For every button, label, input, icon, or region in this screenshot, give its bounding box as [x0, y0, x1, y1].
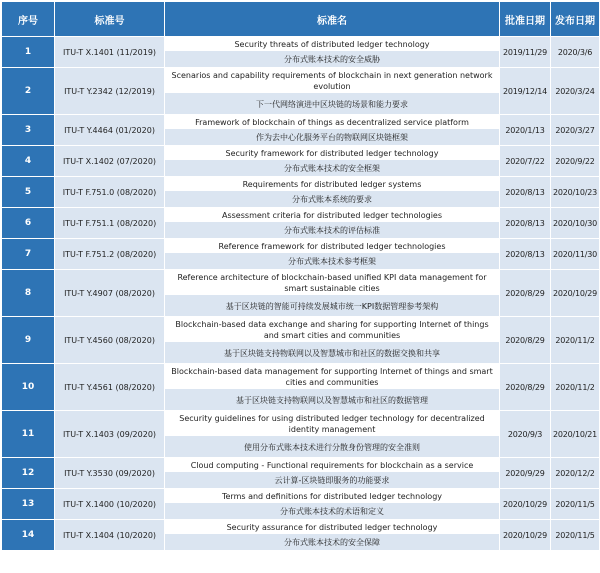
row-standard-no: ITU-T Y.2342 (12/2019) — [55, 68, 165, 115]
name-chinese: 分布式账本技术的安全保障 — [165, 535, 499, 550]
header-approval-date: 批准日期 — [500, 2, 551, 37]
row-standard-no: ITU-T F.751.0 (08/2020) — [55, 177, 165, 208]
row-publish-date: 2020/12/2 — [551, 458, 600, 489]
row-approval-date: 2020/8/13 — [500, 239, 551, 270]
name-english: Framework of blockchain of things as decentralized service platform — [165, 115, 499, 130]
row-standard-no: ITU-T X.1400 (10/2020) — [55, 489, 165, 520]
row-standard-name — [165, 37, 500, 68]
table-row — [2, 115, 600, 146]
table-row — [2, 239, 600, 270]
row-publish-date: 2020/10/21 — [551, 411, 600, 458]
row-publish-date: 2020/3/27 — [551, 115, 600, 146]
row-approval-date: 2020/9/29 — [500, 458, 551, 489]
header-standard-no: 标准号 — [55, 2, 165, 37]
row-standard-name — [165, 115, 500, 146]
row-standard-no: ITU-T X.1402 (07/2020) — [55, 146, 165, 177]
row-approval-date: 2020/8/13 — [500, 177, 551, 208]
name-chinese: 分布式账本技术的评估标准 — [165, 223, 499, 238]
row-standard-name — [165, 146, 500, 177]
name-chinese: 下一代网络演进中区块链的场景和能力要求 — [165, 94, 499, 114]
table-row — [2, 489, 600, 520]
table-row — [2, 68, 600, 115]
name-chinese: 分布式账本技术的术语和定义 — [165, 504, 499, 519]
row-no: 4 — [2, 146, 55, 177]
row-publish-date: 2020/3/6 — [551, 37, 600, 68]
row-no: 11 — [2, 411, 55, 458]
row-standard-no: ITU-T F.751.2 (08/2020) — [55, 239, 165, 270]
row-publish-date: 2020/3/24 — [551, 68, 600, 115]
name-english: Blockchain-based data management for supporting Internet of things and smart cities and communities — [165, 364, 499, 390]
row-publish-date: 2020/9/22 — [551, 146, 600, 177]
row-no: 2 — [2, 68, 55, 115]
table-row — [2, 146, 600, 177]
row-publish-date: 2020/11/2 — [551, 317, 600, 364]
name-english: Scenarios and capability requirements of blockchain in next generation network evolution — [165, 68, 499, 94]
row-no: 6 — [2, 208, 55, 239]
table-row — [2, 317, 600, 364]
row-no: 13 — [2, 489, 55, 520]
header-publish-date: 发布日期 — [551, 2, 600, 37]
name-english: Reference architecture of blockchain-based unified KPI data management for smart sustainable cities — [165, 270, 499, 296]
name-chinese: 分布式账本系统的要求 — [165, 192, 499, 207]
row-standard-name — [165, 270, 500, 317]
standards-table — [1, 1, 600, 551]
row-approval-date: 2020/1/13 — [500, 115, 551, 146]
row-publish-date: 2020/10/23 — [551, 177, 600, 208]
name-english: Security guidelines for using distributed ledger technology for decentralized identity management — [165, 411, 499, 437]
name-english: Assessment criteria for distributed ledger technologies — [165, 208, 499, 223]
table-row — [2, 364, 600, 411]
row-no: 1 — [2, 37, 55, 68]
row-publish-date: 2020/10/30 — [551, 208, 600, 239]
row-standard-name — [165, 239, 500, 270]
name-english: Terms and definitions for distributed ledger technology — [165, 489, 499, 504]
name-chinese: 云计算-区块链即服务的功能要求 — [165, 473, 499, 488]
row-no: 12 — [2, 458, 55, 489]
name-english: Cloud computing - Functional requirements for blockchain as a service — [165, 458, 499, 473]
row-standard-no: ITU-T X.1404 (10/2020) — [55, 520, 165, 551]
row-approval-date: 2020/10/29 — [500, 489, 551, 520]
header-row — [2, 2, 600, 37]
row-no: 7 — [2, 239, 55, 270]
row-approval-date: 2019/11/29 — [500, 37, 551, 68]
row-standard-no: ITU-T Y.4464 (01/2020) — [55, 115, 165, 146]
row-approval-date: 2020/8/29 — [500, 270, 551, 317]
row-standard-name — [165, 458, 500, 489]
row-publish-date: 2020/11/30 — [551, 239, 600, 270]
header-standard-name: 标准名 — [165, 2, 500, 37]
name-english: Requirements for distributed ledger systems — [165, 177, 499, 192]
table-row — [2, 520, 600, 551]
row-standard-name — [165, 208, 500, 239]
name-chinese: 基于区块链支持物联网以及智慧城市和社区的数据交换和共享 — [165, 343, 499, 363]
table-row — [2, 177, 600, 208]
row-no: 3 — [2, 115, 55, 146]
row-no: 10 — [2, 364, 55, 411]
name-chinese: 分布式账本技术的安全威胁 — [165, 52, 499, 67]
row-no: 14 — [2, 520, 55, 551]
name-chinese: 基于区块链支持物联网以及智慧城市和社区的数据管理 — [165, 390, 499, 410]
row-standard-no: ITU-T Y.4561 (08/2020) — [55, 364, 165, 411]
row-approval-date: 2020/10/29 — [500, 520, 551, 551]
row-no: 8 — [2, 270, 55, 317]
name-english: Security assurance for distributed ledger technology — [165, 520, 499, 535]
row-publish-date: 2020/11/5 — [551, 520, 600, 551]
row-standard-name — [165, 411, 500, 458]
row-standard-no: ITU-T X.1403 (09/2020) — [55, 411, 165, 458]
row-no: 9 — [2, 317, 55, 364]
row-approval-date: 2020/8/13 — [500, 208, 551, 239]
row-publish-date: 2020/11/5 — [551, 489, 600, 520]
row-standard-no: ITU-T Y.3530 (09/2020) — [55, 458, 165, 489]
header-no: 序号 — [2, 2, 55, 37]
name-english: Security threats of distributed ledger technology — [165, 37, 499, 52]
row-standard-name — [165, 177, 500, 208]
name-english: Blockchain-based data exchange and sharing for supporting Internet of things and smart cities and communities — [165, 317, 499, 343]
name-english: Reference framework for distributed ledger technologies — [165, 239, 499, 254]
row-standard-no: ITU-T Y.4560 (08/2020) — [55, 317, 165, 364]
row-standard-name — [165, 520, 500, 551]
name-english: Security framework for distributed ledger technology — [165, 146, 499, 161]
row-approval-date: 2019/12/14 — [500, 68, 551, 115]
row-approval-date: 2020/8/29 — [500, 364, 551, 411]
row-approval-date: 2020/7/22 — [500, 146, 551, 177]
row-standard-no: ITU-T X.1401 (11/2019) — [55, 37, 165, 68]
table-row — [2, 411, 600, 458]
table-row — [2, 37, 600, 68]
row-standard-no: ITU-T F.751.1 (08/2020) — [55, 208, 165, 239]
row-publish-date: 2020/11/2 — [551, 364, 600, 411]
table-row — [2, 208, 600, 239]
name-chinese: 分布式账本技术的安全框架 — [165, 161, 499, 176]
row-approval-date: 2020/8/29 — [500, 317, 551, 364]
row-standard-name — [165, 489, 500, 520]
row-publish-date: 2020/10/29 — [551, 270, 600, 317]
name-chinese: 作为去中心化服务平台的物联网区块链框架 — [165, 130, 499, 145]
name-chinese: 基于区块链的智能可持续发展城市统一KPI数据管理参考架构 — [165, 296, 499, 316]
name-chinese: 分布式账本技术参考框架 — [165, 254, 499, 269]
row-no: 5 — [2, 177, 55, 208]
row-standard-name — [165, 364, 500, 411]
row-standard-no: ITU-T Y.4907 (08/2020) — [55, 270, 165, 317]
row-approval-date: 2020/9/3 — [500, 411, 551, 458]
name-chinese: 使用分布式账本技术进行分散身份管理的安全准则 — [165, 437, 499, 457]
row-standard-name — [165, 317, 500, 364]
row-standard-name — [165, 68, 500, 115]
table-row — [2, 458, 600, 489]
table-row — [2, 270, 600, 317]
